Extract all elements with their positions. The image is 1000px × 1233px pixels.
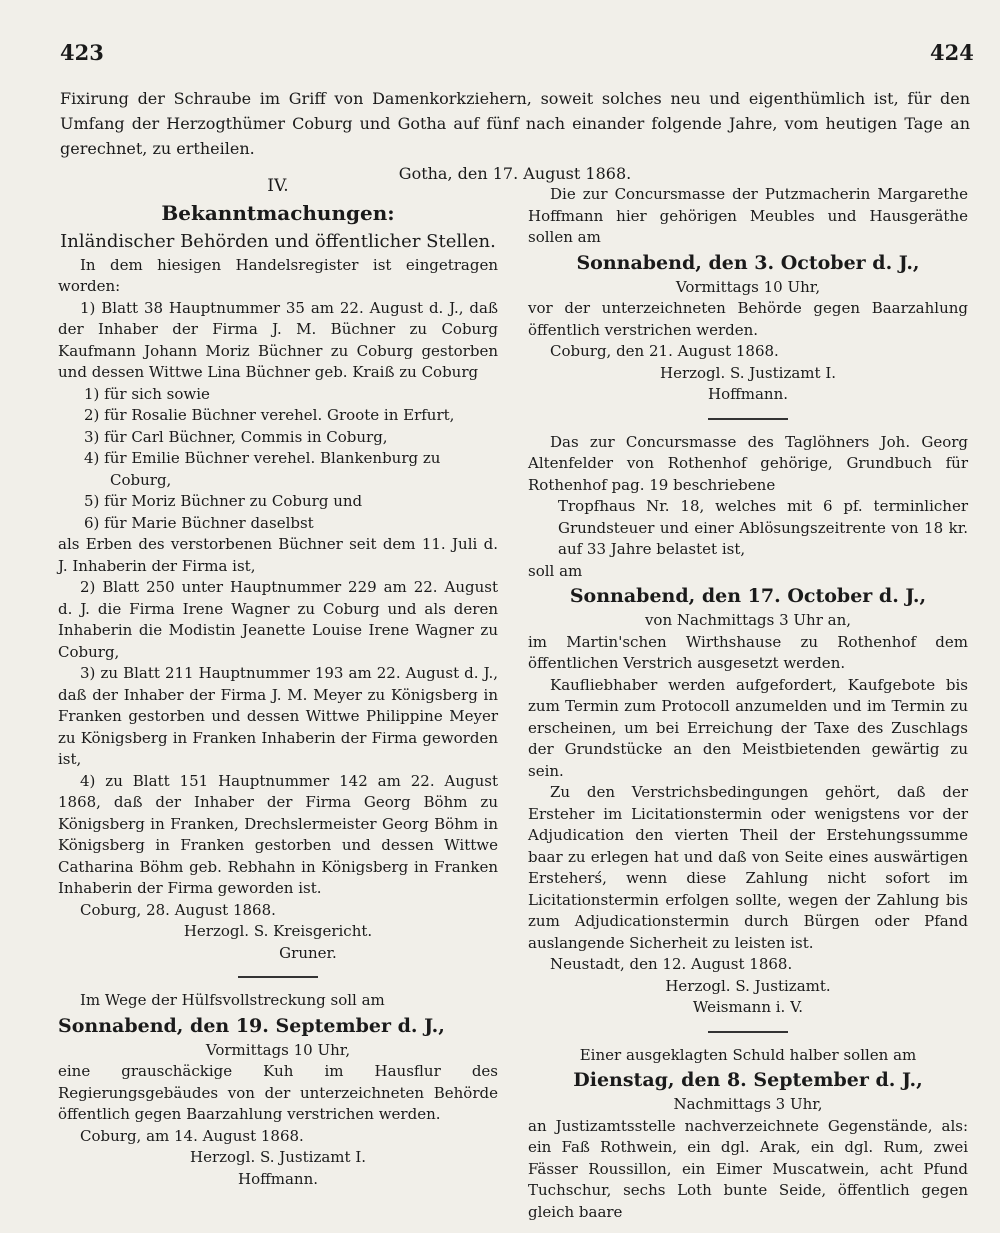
heir-5: 5) für Moriz Büchner zu Coburg und xyxy=(84,492,363,510)
divider xyxy=(238,976,318,978)
notice-2-signer: Weismann i. V. xyxy=(692,998,804,1016)
page-number-left: 423 xyxy=(60,40,104,65)
auction-intro: Im Wege der Hülfsvollstreckung soll am xyxy=(80,991,385,1009)
notice-2-text4: Zu den Verstrichsbedingungen gehört, daß der Ersteher im Licitationstermin oder wenigstens vor der Adjudication den vierten Theil der Erstehungssumme baar zu erlegen hat und daß von Seite eines auswärtigen Ersteherś, wenn diese Zahlung nicht sofort im Licitationstermin erfolgen sollte, wegen der Zahlung bis zum Adjudicationstermin durch Bürgen oder Pfand auslangende Sicherheit zu leisten ist. xyxy=(528,783,968,952)
notice-2-soll: soll am xyxy=(528,561,583,580)
heir-3: 3) für Carl Büchner, Commis in Coburg, xyxy=(84,427,388,446)
auction-time: Vormittags 10 Uhr, xyxy=(205,1040,351,1059)
notice-2-text: Das zur Concursmasse des Taglöhners Joh. Georg Altenfelder von Rothenhof gehörige, Grundbuch für Rothenhof pag. 19 beschriebene xyxy=(528,432,968,494)
notice-2-date: Sonnabend, den 17. October d. J., xyxy=(569,585,927,607)
register-entry-1-end: als Erben des verstorbenen Büchner seit dem 11. Juli d. J. Inhaberin der Firma ist, xyxy=(58,535,498,575)
auction-date: Sonnabend, den 19. September d. J., xyxy=(58,1014,445,1037)
court-1: Herzogl. S. Kreisgericht. xyxy=(183,922,373,940)
intro-text: Fixirung der Schraube im Griff von Damenkorkziehern, soweit solches neu und eigenthümlich ist, für den Umfang der Herzogthümer Coburg und Gotha auf fünf nach einander folgende Jahre, vom heutigen Tage an gerechnet, zu ertheilen. xyxy=(60,89,970,158)
notice-2-item: Tropfhaus Nr. 18, welches mit 6 pf. terminlicher Grundsteuer und einer Ablösungszeitrente von 18 kr. auf 33 Jahre belastet ist, xyxy=(558,497,968,558)
notice-1-time: Vormittags 10 Uhr, xyxy=(675,277,821,296)
heir-1: 1) für sich sowie xyxy=(84,384,210,403)
signer-1: Gruner. xyxy=(279,943,337,962)
notice-2-dateline: Neustadt, den 12. August 1868. xyxy=(550,955,793,973)
intro-block xyxy=(60,86,970,186)
register-intro: In dem hiesigen Handelsregister ist eingetragen worden: xyxy=(58,255,498,295)
heir-2: 2) für Rosalie Büchner verehel. Groote in Erfurt, xyxy=(84,406,455,424)
section-subheading: Inländischer Behörden und öffentlicher Stellen. xyxy=(60,230,496,252)
notice-2-time: von Nachmittags 3 Uhr an, xyxy=(644,611,852,629)
page-number-right: 424 xyxy=(930,40,974,65)
notice-1-date: Sonnabend, den 3. October d. J., xyxy=(576,251,920,274)
dateline-1: Coburg, 28. August 1868. xyxy=(80,900,276,919)
notice-3-text: Einer ausgeklagten Schuld halber sollen am xyxy=(579,1045,917,1064)
notice-3-time: Nachmittags 3 Uhr, xyxy=(673,1095,823,1113)
notice-1-text: Die zur Concursmasse der Putzmacherin Margarethe Hoffmann hier gehörigen Meubles und Hausgeräthe sollen am xyxy=(528,185,968,246)
notice-1-court: Herzogl. S. Justizamt I. xyxy=(659,363,837,382)
notice-2-text2: im Martin'schen Wirthshause zu Rothenhof dem öffentlichen Verstrich ausgesetzt werden. xyxy=(528,632,968,672)
auction-text: eine grauschäckige Kuh im Hausflur des Regierungsgebäudes von der unterzeichneten Behörde öffentlich gegen Baarzahlung verstrichen werden. xyxy=(58,1062,498,1123)
divider xyxy=(708,418,788,420)
register-entry-1: 1) Blatt 38 Hauptnummer 35 am 22. August d. J., daß der Inhaber der Firma J. M. Büchner zu Coburg Kaufmann Johann Moriz Büchner zu Coburg gestorben und dessen Wittwe Lina Büchner geb. Kraiß zu Coburg xyxy=(58,298,498,381)
intro-dateline: Gotha, den 17. August 1868. xyxy=(398,164,632,183)
notice-1-dateline: Coburg, den 21. August 1868. xyxy=(550,342,779,360)
dateline-2: Coburg, am 14. August 1868. xyxy=(80,1126,304,1145)
notice-2-court: Herzogl. S. Justizamt. xyxy=(665,976,831,995)
notice-3-date: Dienstag, den 8. September d. J., xyxy=(573,1069,923,1091)
notice-2-text3: Kaufliebhaber werden aufgefordert, Kaufgebote bis zum Termin zum Protocoll anzumelden und im Termin zu erscheinen, um bei Erreichung der Taxe des Zuschlags der Grundstücke an den Meistbietenden gewärtig zu sein. xyxy=(528,675,968,780)
right-column xyxy=(528,176,968,1223)
heir-6: 6) für Marie Büchner daselbst xyxy=(84,513,314,532)
section-number: IV. xyxy=(267,176,289,196)
register-entry-4: 4) zu Blatt 151 Hauptnummer 142 am 22. August 1868, daß der Inhaber der Firma Georg Böhm zu Königsberg in Franken, Drechslermeister Georg Böhm in Königsberg in Franken gestorben und dessen Wittwe Catharina Böhm geb. Rebhahn in Königsberg in Franken Inhaberin der Firma geworden ist. xyxy=(58,771,498,897)
signer-2: Hoffmann. xyxy=(237,1169,319,1188)
notice-3-text2: an Justizamtsstelle nachverzeichnete Gegenstände, als: ein Faß Rothwein, ein dgl. Arak, ein dgl. Rum, zwei Fässer Roussillon, ein Eimer Muscatwein, acht Pfund Tuchschur, sechs Loth bunte Seide, öffentlich gegen gleich baare xyxy=(528,1116,968,1221)
divider xyxy=(708,1031,788,1033)
register-entry-3: 3) zu Blatt 211 Hauptnummer 193 am 22. August d. J., daß der Inhaber der Firma J. M. Meyer zu Königsberg in Franken gestorben und dessen Wittwe Philippine Meyer zu Königsberg in Franken Inhaberin der Firma geworden ist, xyxy=(58,664,498,768)
register-entry-2: 2) Blatt 250 unter Hauptnummer 229 am 22. August d. J. die Firma Irene Wagner zu Coburg und als deren Inhaberin die Modistin Jeanette Louise Irene Wagner zu Coburg, xyxy=(58,578,498,661)
notice-1-text2: vor der unterzeichneten Behörde gegen Baarzahlung öffentlich verstrichen werden. xyxy=(528,299,968,339)
section-heading: Bekanntmachungen: xyxy=(161,200,395,225)
heir-4: 4) für Emilie Büchner verehel. Blankenburg zu Coburg, xyxy=(84,449,441,489)
notice-1-signer: Hoffmann. xyxy=(707,385,789,403)
left-column xyxy=(58,176,498,1190)
court-2: Herzogl. S. Justizamt I. xyxy=(189,1148,367,1166)
